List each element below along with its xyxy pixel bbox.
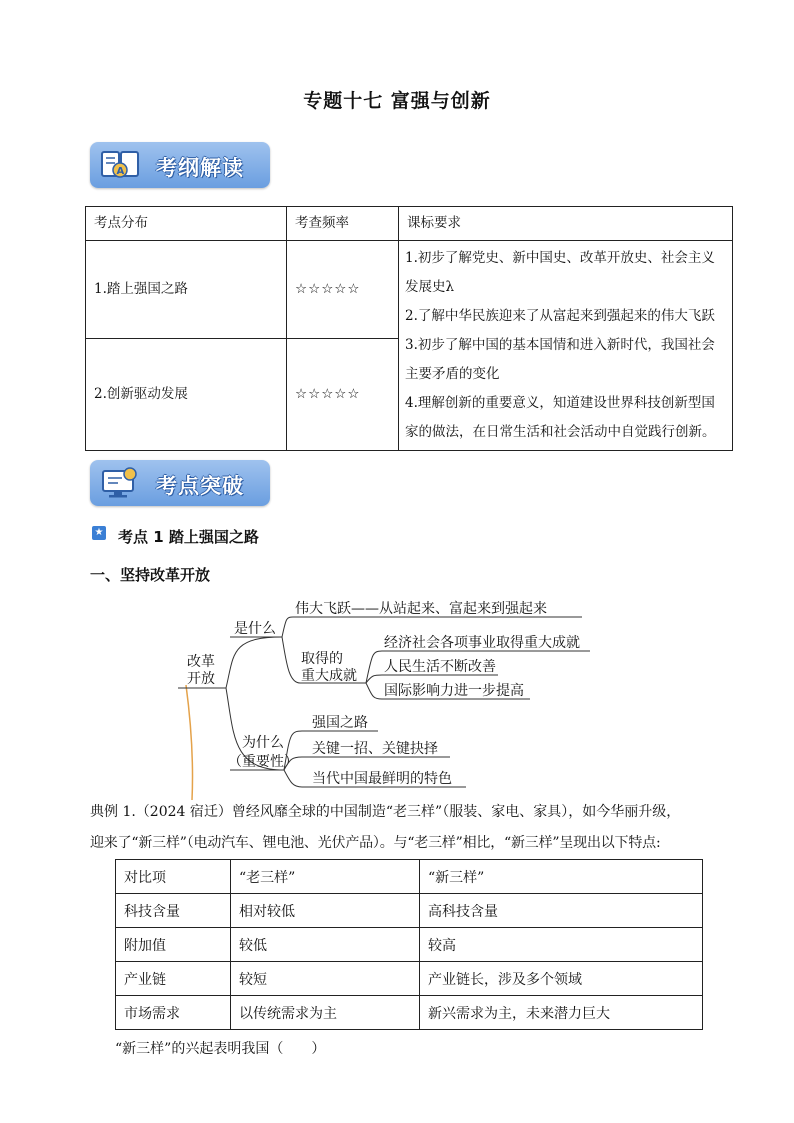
header-cell: 考点分布 [86, 207, 287, 241]
mindmap-leaf: 强国之路 [312, 715, 368, 731]
syllabus-banner-label: 考纲解读 [156, 156, 244, 180]
point-heading: 考点 1 踏上强国之路 [118, 528, 259, 546]
header-cell: 对比项 [116, 860, 231, 894]
mindmap-root-label: 改革 [187, 654, 215, 670]
syllabus-table [85, 206, 733, 451]
requirement-line: 发展史λ [405, 279, 455, 295]
mindmap-sub-label: 重大成就 [301, 668, 357, 684]
question-stem: “新三样”的兴起表明我国（ ） [115, 1041, 326, 1057]
table-header-row [116, 860, 703, 894]
header-cell: “新三样” [420, 860, 703, 894]
header-cell: “老三样” [231, 860, 420, 894]
compare-table [115, 859, 703, 1030]
table-row [116, 894, 703, 928]
header-cell: 课标要求 [399, 207, 733, 241]
topic-cell: 2.创新驱动发展 [86, 339, 287, 451]
book-icon [100, 148, 140, 182]
requirements-cell [399, 241, 733, 451]
topic-cell: 1.踏上强国之路 [86, 241, 287, 339]
mindmap-leaf: 当代中国最鲜明的特色 [312, 771, 452, 787]
table-cell: 高科技含量 [420, 894, 703, 928]
mindmap-leaf: 经济社会各项事业取得重大成就 [384, 635, 580, 651]
star-icon: ★ [92, 526, 106, 540]
mindmap-root-label: 开放 [187, 671, 215, 687]
page-title: 专题十七 富强与创新 [303, 90, 491, 112]
table-cell: 较高 [420, 928, 703, 962]
mindmap [150, 595, 610, 800]
mindmap-sub-label: 取得的 [301, 651, 343, 667]
table-header-row [86, 207, 733, 241]
requirement-line: 1.初步了解党史、新中国史、改革开放史、社会主义 [405, 250, 715, 266]
breakthrough-banner-label: 考点突破 [156, 474, 244, 498]
table-cell: 相对较低 [231, 894, 420, 928]
example-paragraph [90, 797, 720, 859]
frequency-cell: ☆☆☆☆☆ [287, 339, 399, 451]
mindmap-leaf: 国际影响力进一步提高 [384, 683, 524, 699]
table-cell: 附加值 [116, 928, 231, 962]
table-row [116, 962, 703, 996]
table-cell: 产业链长，涉及多个领域 [420, 962, 703, 996]
requirement-line: 主要矛盾的变化 [405, 366, 500, 382]
requirement-line: 4.理解创新的重要意义，知道建设世界科技创新型国 [405, 395, 715, 411]
table-row [116, 928, 703, 962]
mindmap-branch-why: 为什么 [242, 735, 284, 751]
mindmap-leaf: 人民生活不断改善 [384, 659, 496, 675]
table-cell: 较短 [231, 962, 420, 996]
table-cell: 市场需求 [116, 996, 231, 1030]
requirement-line: 家的做法，在日常生活和社会活动中自觉践行创新。 [405, 424, 716, 440]
section-heading: 一、坚持改革开放 [90, 566, 211, 584]
table-cell: 产业链 [116, 962, 231, 996]
computer-icon [100, 466, 140, 500]
example-line: 迎来了“新三样”（电动汽车、锂电池、光伏产品）。与“老三样”相比，“新三样”呈现出以下特点: [90, 835, 661, 851]
header-cell: 考查频率 [287, 207, 399, 241]
svg-text:A: A [116, 166, 125, 177]
requirement-line: 2.了解中华民族迎来了从富起来到强起来的伟大飞跃 [405, 308, 715, 324]
syllabus-banner [90, 142, 270, 188]
frequency-cell: ☆☆☆☆☆ [287, 241, 399, 339]
requirement-line: 3.初步了解中国的基本国情和进入新时代，我国社会 [405, 337, 715, 353]
table-cell: 以传统需求为主 [231, 996, 420, 1030]
breakthrough-banner [90, 460, 270, 506]
mindmap-branch-why: （重要性） [228, 754, 298, 770]
mindmap-branch-what: 是什么 [234, 621, 276, 637]
table-cell: 新兴需求为主，未来潜力巨大 [420, 996, 703, 1030]
table-cell: 科技含量 [116, 894, 231, 928]
mindmap-leaf: 关键一招、关键抉择 [312, 741, 438, 757]
table-row [86, 241, 733, 339]
mindmap-leaf: 伟大飞跃——从站起来、富起来到强起来 [295, 601, 547, 617]
mindmap-trunk [186, 685, 193, 800]
example-line: 典例 1.（2024 宿迁）曾经风靡全球的中国制造“老三样”（服装、家电、家具），如今华丽升级， [90, 804, 681, 820]
table-row [116, 996, 703, 1030]
table-cell: 较低 [231, 928, 420, 962]
